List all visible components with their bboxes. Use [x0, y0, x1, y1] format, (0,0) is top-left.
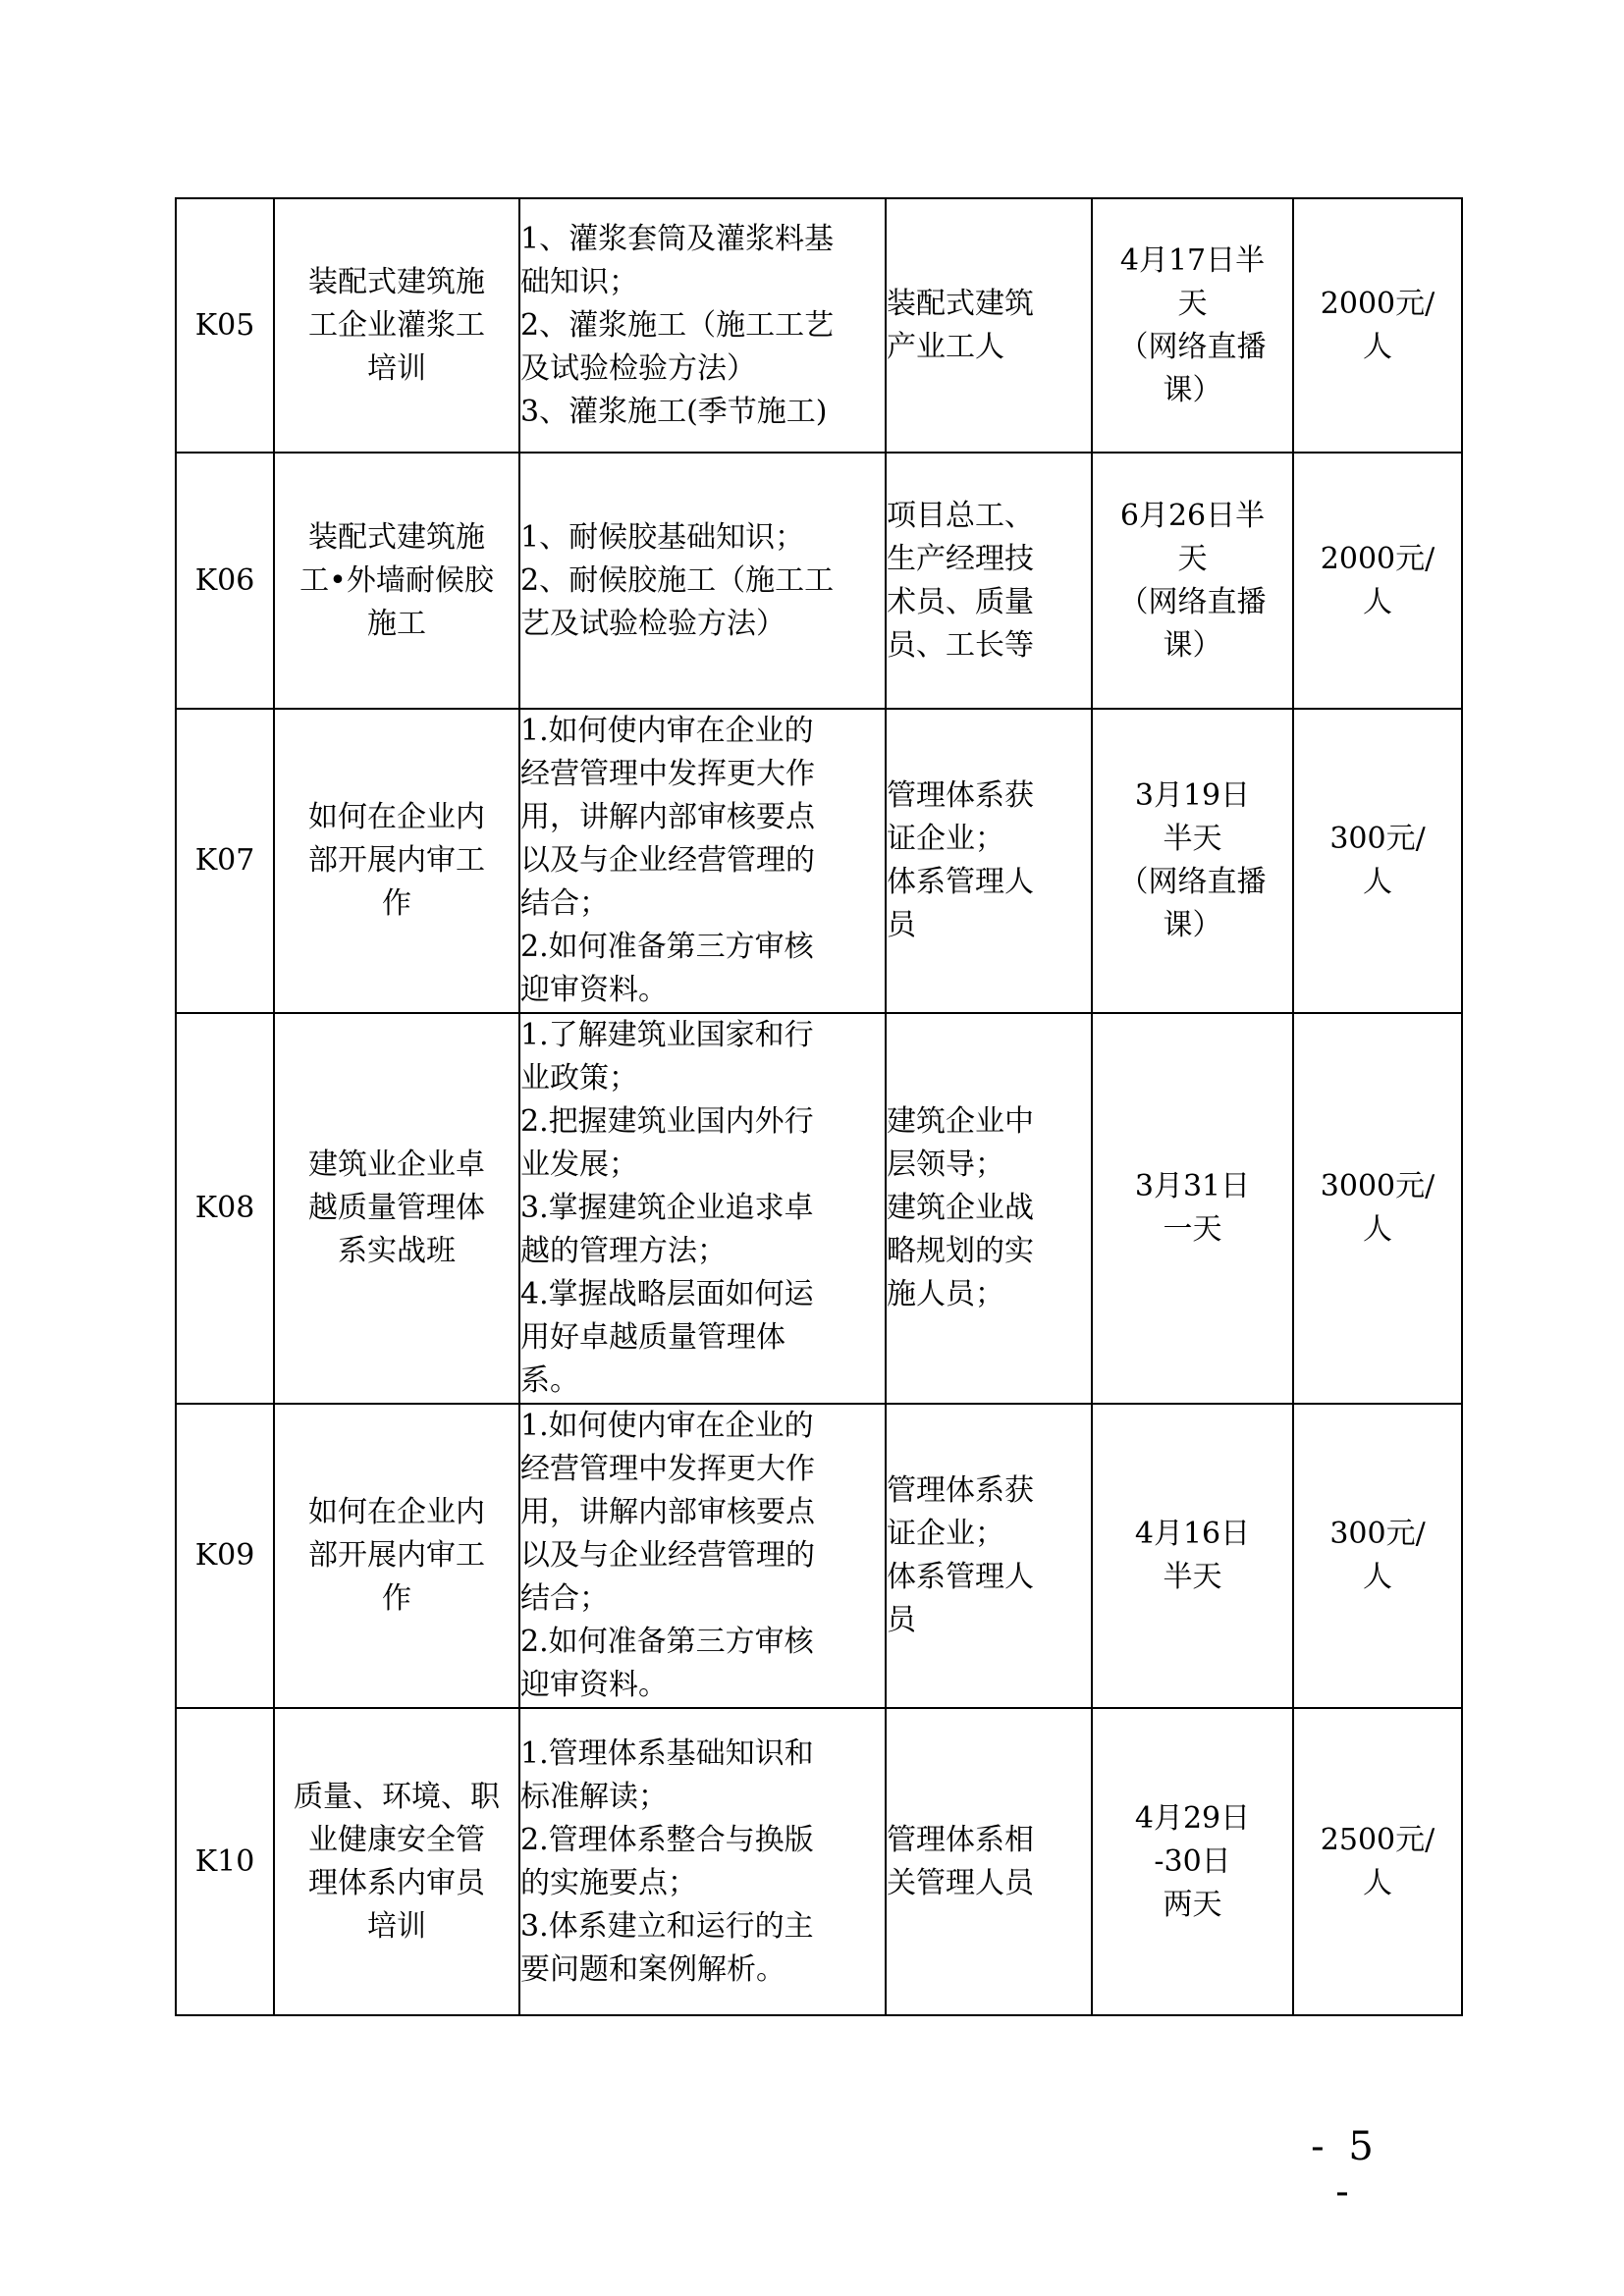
course-fee-line: 2000元/ — [1320, 541, 1435, 576]
course-content-line: 要问题和案例解析。 — [520, 1951, 785, 1987]
course-content-line: 4.掌握战略层面如何运 — [520, 1277, 814, 1311]
course-code-cell: K07 — [176, 709, 274, 1013]
course-content-line: 的实施要点； — [520, 1865, 697, 1900]
table-row — [176, 198, 1462, 453]
course-audience-line: 生产经理技 — [887, 541, 1034, 576]
course-content-line: 2.管理体系整合与换版 — [520, 1822, 814, 1857]
course-content-line: 标准解读； — [520, 1779, 668, 1814]
course-content-line: 3、灌浆施工(季节施工) — [520, 394, 828, 429]
course-audience-line: 证企业； — [887, 822, 1004, 856]
course-content-line: 3.体系建立和运行的主 — [520, 1908, 814, 1944]
course-audience-line: 层领导； — [887, 1148, 1004, 1182]
course-content-line: 2.如何准备第三方审核 — [520, 1625, 814, 1659]
course-name-cell — [274, 453, 519, 709]
course-time-line: 天 — [1177, 286, 1208, 321]
course-code-cell: K08 — [176, 1013, 274, 1404]
course-time-line: 一天 — [1163, 1212, 1222, 1247]
course-name-line: 越质量管理体 — [308, 1191, 485, 1225]
course-content-line: 2.如何准备第三方审核 — [520, 930, 814, 964]
course-time-line: 3月19日 — [1134, 778, 1251, 813]
course-table-body — [176, 198, 1462, 2015]
course-content-line: 经营管理中发挥更大作 — [520, 757, 815, 791]
course-time-line: -30日 — [1154, 1843, 1231, 1879]
course-audience-cell — [886, 709, 1092, 1013]
course-audience-cell — [886, 198, 1092, 453]
course-time-cell — [1092, 709, 1293, 1013]
course-content-line: 1、耐候胶基础知识； — [520, 519, 805, 555]
course-content-line: 用好卓越质量管理体 — [520, 1320, 785, 1355]
course-name-line: 作 — [382, 886, 411, 921]
course-code-cell: K10 — [176, 1708, 274, 2015]
course-content-line: 业政策； — [520, 1061, 638, 1095]
course-content-cell — [519, 1404, 886, 1708]
course-content-line: 2.把握建筑业国内外行 — [520, 1104, 814, 1139]
page-number: - 5 - — [1311, 2124, 1380, 2215]
table-row — [176, 1013, 1462, 1404]
course-audience-line: 证企业； — [887, 1517, 1004, 1551]
course-content-line: 结合； — [520, 1581, 609, 1616]
course-content-line: 1.如何使内审在企业的 — [520, 714, 814, 748]
course-audience-line: 员 — [887, 1603, 916, 1637]
course-name-line: 部开展内审工 — [308, 1538, 485, 1573]
course-content-line: 迎审资料。 — [520, 973, 668, 1007]
course-fee-line: 300元/ — [1329, 822, 1426, 856]
course-audience-line: 产业工人 — [887, 329, 1004, 364]
course-audience-line: 员、工长等 — [887, 627, 1034, 663]
course-fee-cell — [1293, 1708, 1462, 2015]
course-name-line: 如何在企业内 — [308, 800, 485, 834]
course-audience-line: 体系管理人 — [887, 865, 1034, 899]
course-audience-line: 关管理人员 — [887, 1865, 1034, 1900]
course-time-line: 半天 — [1163, 1560, 1222, 1594]
course-fee-line: 2500元/ — [1320, 1822, 1435, 1857]
course-fee-line: 人 — [1363, 865, 1392, 899]
course-name-line: 业健康安全管 — [308, 1822, 485, 1857]
course-content-cell — [519, 1013, 886, 1404]
course-content-line: 用，讲解内部审核要点 — [520, 1495, 815, 1529]
course-name-line: 工•外墙耐候胶 — [299, 562, 494, 598]
course-audience-cell — [886, 1708, 1092, 2015]
course-name-line: 质量、环境、职 — [294, 1779, 500, 1814]
course-content-line: 用，讲解内部审核要点 — [520, 800, 815, 834]
table-row — [176, 709, 1462, 1013]
course-audience-cell — [886, 1013, 1092, 1404]
course-audience-line: 体系管理人 — [887, 1560, 1034, 1594]
course-fee-cell — [1293, 198, 1462, 453]
course-fee-line: 人 — [1363, 1212, 1392, 1247]
course-name-cell — [274, 709, 519, 1013]
course-fee-cell — [1293, 1404, 1462, 1708]
course-fee-line: 人 — [1363, 1560, 1392, 1594]
course-name-cell — [274, 1708, 519, 2015]
table-row — [176, 1404, 1462, 1708]
course-time-line: 3月31日 — [1134, 1169, 1251, 1203]
course-content-line: 以及与企业经营管理的 — [520, 843, 815, 878]
course-time-line: （网络直播 — [1118, 584, 1267, 619]
course-audience-line: 管理体系获 — [887, 778, 1034, 813]
course-code-cell: K06 — [176, 453, 274, 709]
course-content-line: 1.了解建筑业国家和行 — [520, 1018, 814, 1052]
course-content-line: 2、耐候胶施工（施工工 — [520, 562, 835, 598]
course-content-line: 及试验检验方法） — [520, 350, 756, 386]
course-audience-cell — [886, 453, 1092, 709]
course-time-cell — [1092, 198, 1293, 453]
course-name-line: 系实战班 — [338, 1234, 456, 1268]
course-time-line: 课） — [1163, 372, 1222, 407]
course-content-line: 2、灌浆施工（施工工艺 — [520, 307, 835, 343]
course-audience-line: 略规划的实 — [887, 1234, 1034, 1268]
course-time-line: 课） — [1163, 627, 1222, 663]
course-content-cell — [519, 709, 886, 1013]
course-audience-line: 员 — [887, 908, 916, 942]
course-content-line: 结合； — [520, 886, 609, 921]
table-row — [176, 453, 1462, 709]
course-table — [175, 197, 1463, 2016]
course-audience-line: 施人员； — [887, 1277, 1004, 1311]
course-audience-line: 管理体系相 — [887, 1822, 1034, 1857]
course-audience-line: 装配式建筑 — [887, 286, 1034, 321]
course-content-cell — [519, 1708, 886, 2015]
course-fee-line: 人 — [1363, 1865, 1392, 1900]
course-content-line: 1.管理体系基础知识和 — [520, 1735, 814, 1771]
course-time-cell — [1092, 1708, 1293, 2015]
course-content-line: 1.如何使内审在企业的 — [520, 1409, 814, 1443]
course-name-line: 装配式建筑施 — [308, 519, 485, 555]
course-content-line: 越的管理方法； — [520, 1234, 727, 1268]
course-time-cell — [1092, 1404, 1293, 1708]
table-row — [176, 1708, 1462, 2015]
course-name-line: 理体系内审员 — [308, 1865, 485, 1900]
course-time-line: 半天 — [1163, 822, 1222, 856]
course-fee-cell — [1293, 453, 1462, 709]
course-fee-line: 300元/ — [1329, 1517, 1426, 1551]
course-time-line: 两天 — [1163, 1887, 1222, 1922]
course-time-line: （网络直播 — [1118, 329, 1267, 364]
course-time-line: 4月16日 — [1134, 1517, 1251, 1551]
course-content-line: 以及与企业经营管理的 — [520, 1538, 815, 1573]
course-audience-cell — [886, 1404, 1092, 1708]
course-content-line: 3.掌握建筑企业追求卓 — [520, 1191, 814, 1225]
course-name-line: 部开展内审工 — [308, 843, 485, 878]
course-name-line: 培训 — [367, 350, 426, 386]
course-fee-line: 3000元/ — [1320, 1169, 1435, 1203]
course-content-line: 1、灌浆套筒及灌浆料基 — [520, 221, 835, 256]
course-content-line: 系。 — [520, 1363, 579, 1398]
course-fee-line: 2000元/ — [1320, 286, 1435, 321]
course-name-line: 如何在企业内 — [308, 1495, 485, 1529]
course-content-cell — [519, 198, 886, 453]
course-time-line: 4月29日 — [1134, 1800, 1251, 1836]
course-name-cell — [274, 198, 519, 453]
course-time-line: （网络直播 — [1118, 865, 1267, 899]
course-audience-line: 项目总工、 — [887, 498, 1034, 533]
course-content-line: 业发展； — [520, 1148, 638, 1182]
course-fee-line: 人 — [1363, 329, 1392, 364]
course-name-cell — [274, 1013, 519, 1404]
course-content-line: 艺及试验检验方法） — [520, 606, 785, 641]
course-name-line: 培训 — [367, 1908, 426, 1944]
course-name-line: 建筑业企业卓 — [308, 1148, 485, 1182]
course-time-line: 课） — [1163, 908, 1222, 942]
course-time-line: 天 — [1177, 541, 1208, 576]
course-time-line: 6月26日半 — [1119, 498, 1266, 533]
course-content-line: 经营管理中发挥更大作 — [520, 1452, 815, 1486]
course-name-line: 作 — [382, 1581, 411, 1616]
course-name-line: 装配式建筑施 — [308, 264, 485, 299]
course-audience-line: 建筑企业中 — [887, 1104, 1034, 1139]
course-code-cell: K05 — [176, 198, 274, 453]
course-content-cell — [519, 453, 886, 709]
course-fee-line: 人 — [1363, 584, 1392, 619]
course-fee-cell — [1293, 1013, 1462, 1404]
course-audience-line: 术员、质量 — [887, 584, 1034, 619]
course-name-line: 工企业灌浆工 — [308, 307, 485, 343]
course-content-line: 迎审资料。 — [520, 1668, 668, 1702]
course-fee-cell — [1293, 709, 1462, 1013]
course-name-cell — [274, 1404, 519, 1708]
course-code-cell: K09 — [176, 1404, 274, 1708]
course-time-cell — [1092, 1013, 1293, 1404]
course-name-line: 施工 — [367, 606, 426, 641]
course-audience-line: 管理体系获 — [887, 1473, 1034, 1508]
course-time-cell — [1092, 453, 1293, 709]
course-content-line: 础知识； — [520, 264, 638, 299]
course-audience-line: 建筑企业战 — [887, 1191, 1034, 1225]
course-time-line: 4月17日半 — [1119, 242, 1266, 278]
